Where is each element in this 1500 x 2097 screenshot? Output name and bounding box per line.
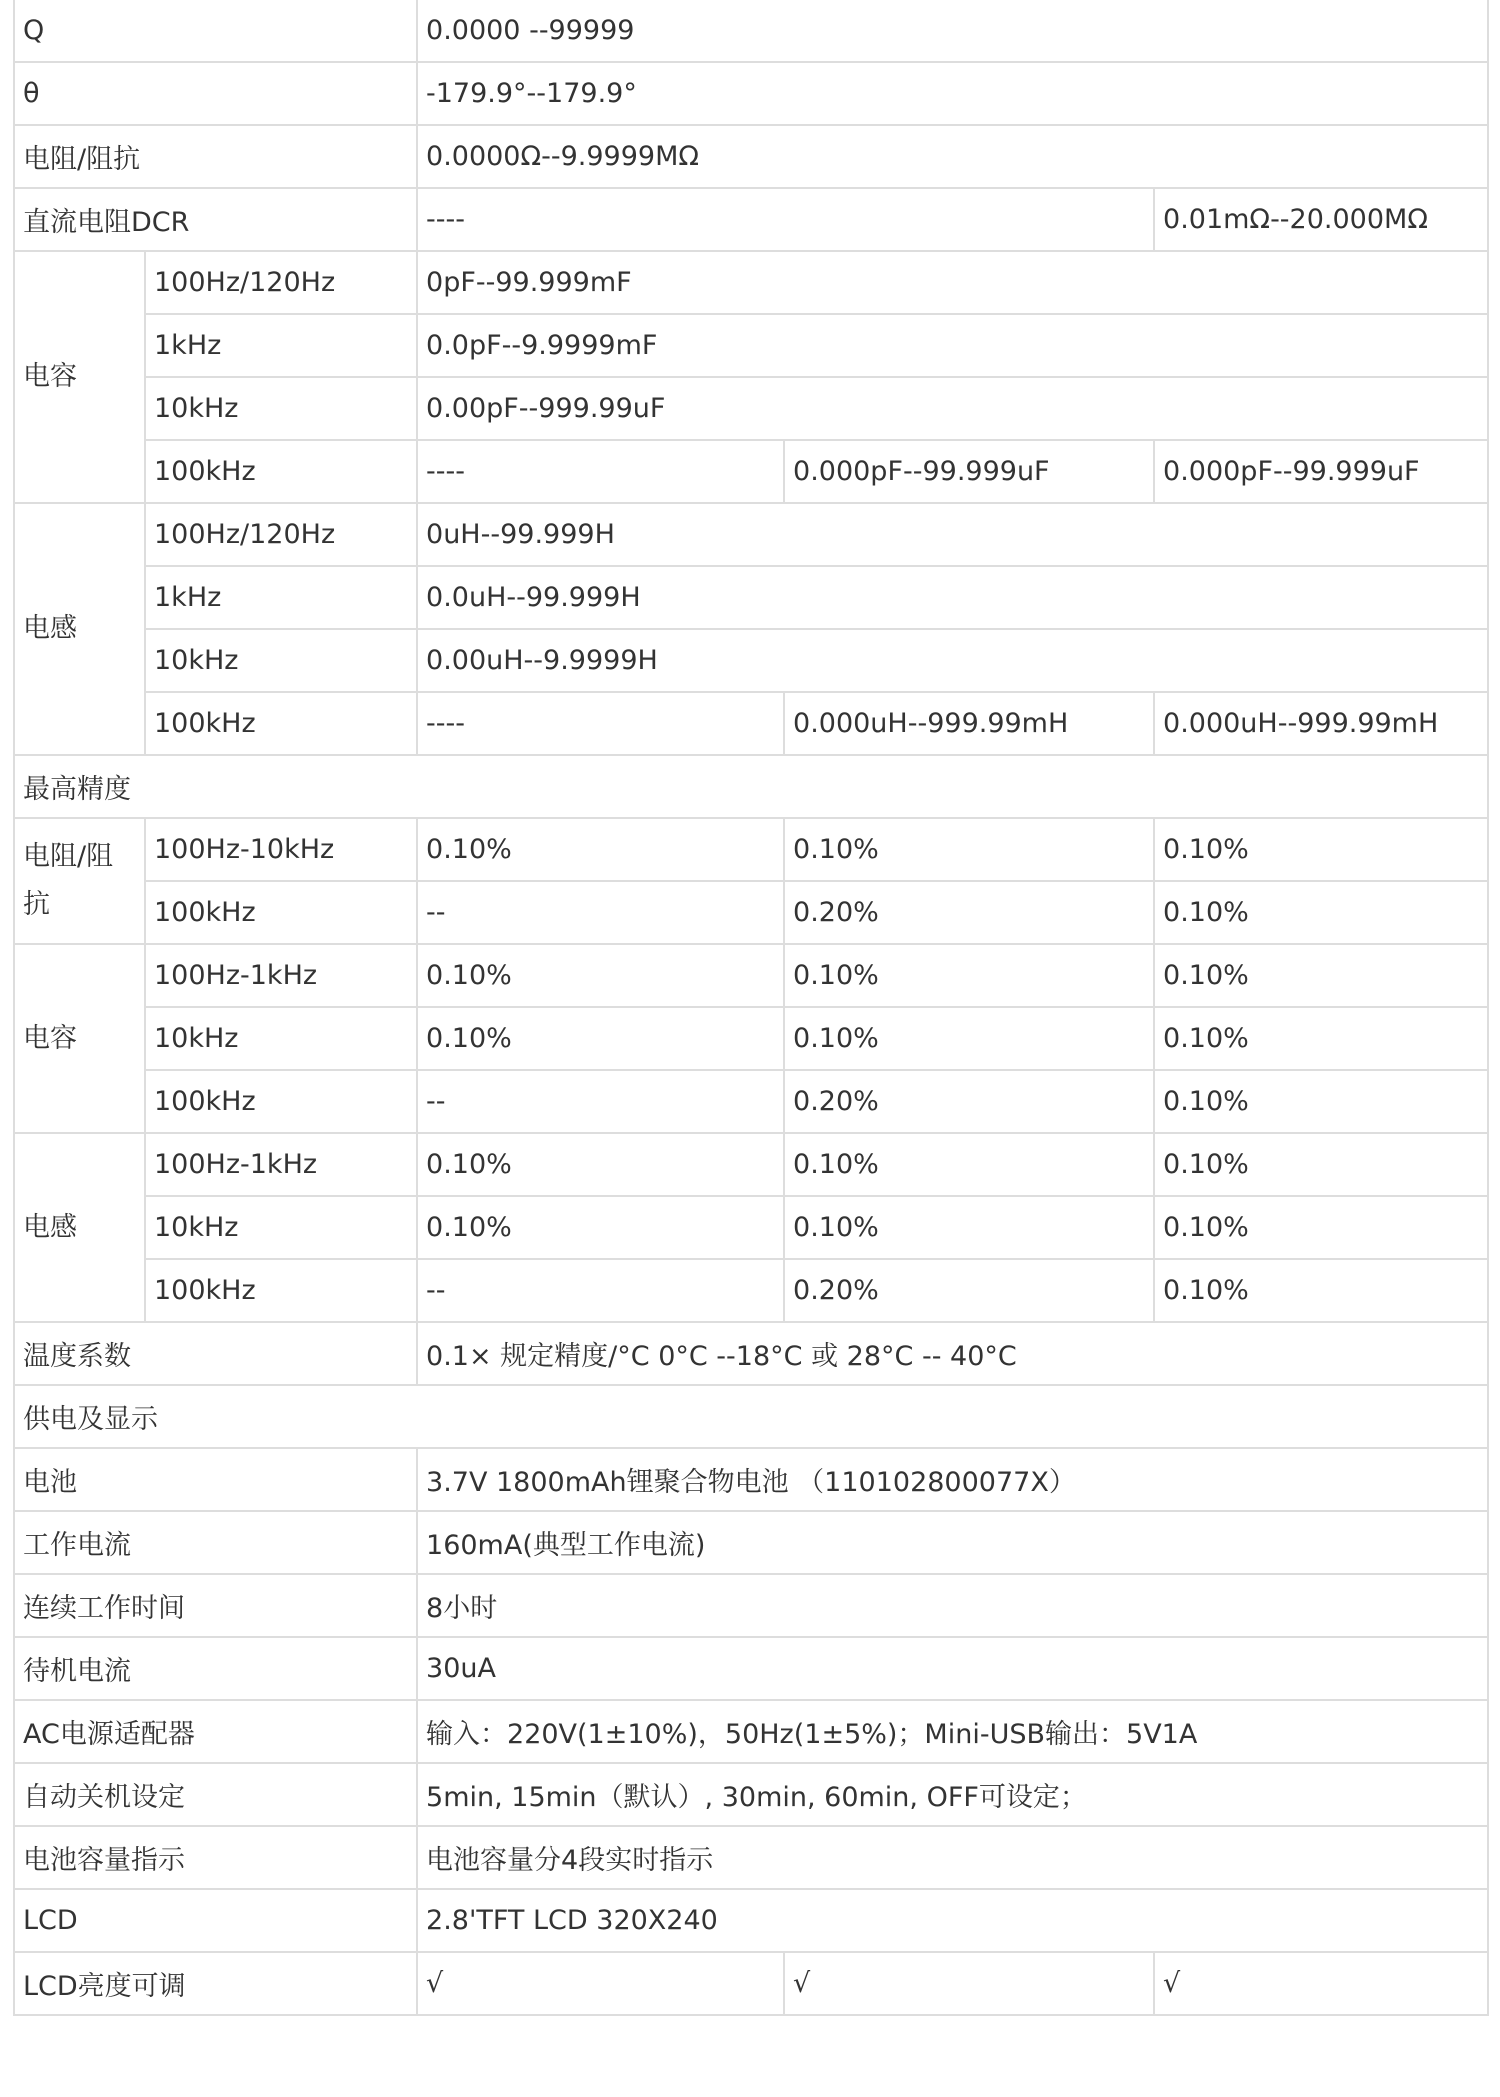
range-cell: 0pF--99.999mF <box>417 251 1488 314</box>
range-cell: ---- <box>417 692 784 755</box>
spec-value: 0.0000 --99999 <box>417 0 1488 62</box>
table-row <box>14 1259 1488 1322</box>
table-row <box>14 944 1488 1007</box>
table-row <box>14 62 1488 125</box>
spec-label: LCD <box>14 1889 417 1952</box>
freq-cell: 100kHz <box>145 692 417 755</box>
accuracy-cell: 0.10% <box>784 818 1154 881</box>
accuracy-cell: 0.10% <box>784 1196 1154 1259</box>
table-row <box>14 1574 1488 1637</box>
accuracy-cell: 0.10% <box>784 944 1154 1007</box>
range-cell: ---- <box>417 440 784 503</box>
accuracy-cell: 0.10% <box>784 1007 1154 1070</box>
range-cell: 0.0uH--99.999H <box>417 566 1488 629</box>
check-cell: √ <box>417 1952 784 2015</box>
freq-cell: 100Hz-1kHz <box>145 1133 417 1196</box>
table-row <box>14 1763 1488 1826</box>
freq-cell: 1kHz <box>145 314 417 377</box>
freq-cell: 100Hz-1kHz <box>145 944 417 1007</box>
section-heading-accuracy: 最高精度 <box>14 755 1488 818</box>
accuracy-cell: 0.10% <box>1154 1133 1488 1196</box>
check-cell: √ <box>784 1952 1154 2015</box>
table-row <box>14 1070 1488 1133</box>
range-cell: 0.000uH--999.99mH <box>1154 692 1488 755</box>
table-row <box>14 629 1488 692</box>
section-heading-row <box>14 755 1488 818</box>
accuracy-cell: 0.10% <box>417 818 784 881</box>
section-heading-row <box>14 1385 1488 1448</box>
range-cell: 0.000pF--99.999uF <box>784 440 1154 503</box>
accuracy-cell: -- <box>417 881 784 944</box>
spec-label: 连续工作时间 <box>14 1574 417 1637</box>
range-cell: 0.00pF--999.99uF <box>417 377 1488 440</box>
freq-cell: 100Hz/120Hz <box>145 503 417 566</box>
spec-table <box>13 0 1489 2016</box>
accuracy-cell: 0.20% <box>784 1259 1154 1322</box>
accuracy-cell: 0.10% <box>1154 881 1488 944</box>
range-cell: 0.000uH--999.99mH <box>784 692 1154 755</box>
table-row <box>14 440 1488 503</box>
group-label-inductance: 电感 <box>14 503 145 755</box>
spec-value: 2.8'TFT LCD 320X240 <box>417 1889 1488 1952</box>
range-cell: 0.000pF--99.999uF <box>1154 440 1488 503</box>
accuracy-cell: 0.10% <box>1154 1196 1488 1259</box>
accuracy-cell: 0.10% <box>417 1133 784 1196</box>
accuracy-cell: 0.10% <box>1154 1259 1488 1322</box>
spec-value: -179.9°--179.9° <box>417 62 1488 125</box>
spec-value: 8小时 <box>417 1574 1488 1637</box>
freq-cell: 100kHz <box>145 881 417 944</box>
range-cell: 0uH--99.999H <box>417 503 1488 566</box>
range-cell: 0.0pF--9.9999mF <box>417 314 1488 377</box>
accuracy-cell: 0.10% <box>1154 1007 1488 1070</box>
table-row <box>14 692 1488 755</box>
table-row <box>14 314 1488 377</box>
spec-value: 160mA(典型工作电流) <box>417 1511 1488 1574</box>
group-label-inductance-accuracy: 电感 <box>14 1133 145 1322</box>
spec-label: 自动关机设定 <box>14 1763 417 1826</box>
freq-cell: 100kHz <box>145 1070 417 1133</box>
table-row <box>14 1196 1488 1259</box>
check-cell: √ <box>1154 1952 1488 2015</box>
freq-cell: 100kHz <box>145 1259 417 1322</box>
accuracy-cell: -- <box>417 1070 784 1133</box>
freq-cell: 100Hz/120Hz <box>145 251 417 314</box>
spec-value: 0.0000Ω--9.9999MΩ <box>417 125 1488 188</box>
accuracy-cell: 0.10% <box>417 1007 784 1070</box>
table-row <box>14 188 1488 251</box>
table-row <box>14 1007 1488 1070</box>
accuracy-cell: 0.10% <box>417 1196 784 1259</box>
accuracy-cell: 0.10% <box>1154 818 1488 881</box>
table-row <box>14 1322 1488 1385</box>
table-row <box>14 566 1488 629</box>
spec-value: 3.7V 1800mAh锂聚合物电池 （110102800077X） <box>417 1448 1488 1511</box>
spec-label: LCD亮度可调 <box>14 1952 417 2015</box>
spec-label: 温度系数 <box>14 1322 417 1385</box>
accuracy-cell: 0.20% <box>784 881 1154 944</box>
table-row <box>14 1889 1488 1952</box>
table-row <box>14 377 1488 440</box>
group-label-capacitance-accuracy: 电容 <box>14 944 145 1133</box>
range-cell: 0.00uH--9.9999H <box>417 629 1488 692</box>
spec-value: ---- <box>417 188 1154 251</box>
table-row <box>14 1700 1488 1763</box>
accuracy-cell: 0.20% <box>784 1070 1154 1133</box>
spec-label: 电阻/阻抗 <box>14 125 417 188</box>
freq-cell: 100kHz <box>145 440 417 503</box>
group-label-capacitance: 电容 <box>14 251 145 503</box>
table-row <box>14 1511 1488 1574</box>
freq-cell: 10kHz <box>145 1196 417 1259</box>
table-row <box>14 1826 1488 1889</box>
spec-label: AC电源适配器 <box>14 1700 417 1763</box>
table-row <box>14 125 1488 188</box>
spec-value-right: 0.01mΩ--20.000MΩ <box>1154 188 1488 251</box>
accuracy-cell: 0.10% <box>784 1133 1154 1196</box>
spec-label: θ <box>14 62 417 125</box>
spec-value: 30uA <box>417 1637 1488 1700</box>
table-row <box>14 1448 1488 1511</box>
spec-label: 电池 <box>14 1448 417 1511</box>
freq-cell: 10kHz <box>145 1007 417 1070</box>
table-row <box>14 1637 1488 1700</box>
accuracy-cell: -- <box>417 1259 784 1322</box>
spec-label: 直流电阻DCR <box>14 188 417 251</box>
spec-label: Q <box>14 0 417 62</box>
freq-cell: 1kHz <box>145 566 417 629</box>
group-label-resistance: 电阻/阻抗 <box>14 818 145 944</box>
accuracy-cell: 0.10% <box>417 944 784 1007</box>
table-row <box>14 0 1488 62</box>
table-row <box>14 1952 1488 2015</box>
freq-cell: 100Hz-10kHz <box>145 818 417 881</box>
spec-value: 5min, 15min（默认）, 30min, 60min, OFF可设定； <box>417 1763 1488 1826</box>
freq-cell: 10kHz <box>145 629 417 692</box>
spec-label: 待机电流 <box>14 1637 417 1700</box>
table-row <box>14 881 1488 944</box>
spec-value: 输入：220V(1±10%)，50Hz(1±5%)；Mini-USB输出：5V1A <box>417 1700 1488 1763</box>
spec-value: 电池容量分4段实时指示 <box>417 1826 1488 1889</box>
spec-value: 0.1× 规定精度/°C 0°C --18°C 或 28°C -- 40°C <box>417 1322 1488 1385</box>
section-heading-power: 供电及显示 <box>14 1385 1488 1448</box>
table-row <box>14 1133 1488 1196</box>
spec-label: 电池容量指示 <box>14 1826 417 1889</box>
spec-label: 工作电流 <box>14 1511 417 1574</box>
accuracy-cell: 0.10% <box>1154 1070 1488 1133</box>
table-row <box>14 818 1488 881</box>
freq-cell: 10kHz <box>145 377 417 440</box>
accuracy-cell: 0.10% <box>1154 944 1488 1007</box>
table-row <box>14 251 1488 314</box>
table-row <box>14 503 1488 566</box>
